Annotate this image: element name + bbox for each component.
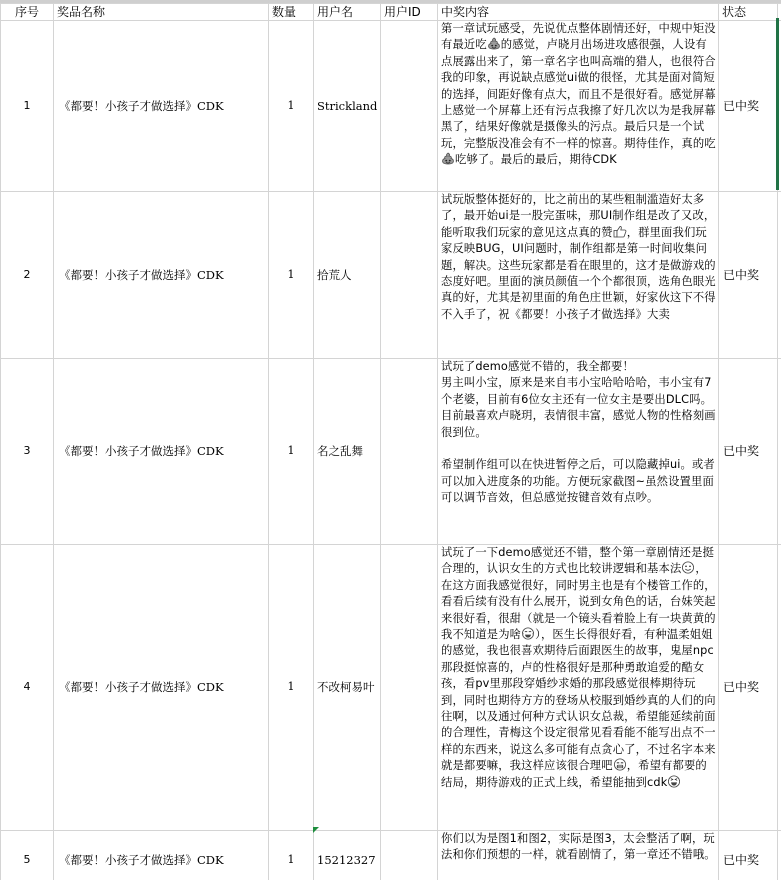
cell-empty[interactable] xyxy=(778,831,781,880)
laugh-icon xyxy=(667,775,681,788)
cell-prize[interactable]: 《都要！小孩子才做选择》CDK xyxy=(54,192,269,359)
content-text: 的感觉，卢晓月出场进攻感很强，人设有点展露出来了，第一章名字也叫高端的猎人，也很符合我的印象，再说缺点感觉ui做的很怪，尤其是面对简短的选择，间距好像有点大，而且不是很好看。感觉屏幕上感觉一个屏幕上还有污点我擦了好几次以为是我屏幕黑了，结果好像就是摄像头的污点。最后只是一个试玩，完整版没准会有不一样的惊喜。期待佳作，真的吃 xyxy=(441,38,716,150)
table-row xyxy=(1,359,781,545)
table-row xyxy=(1,21,781,192)
comment-indicator-icon xyxy=(313,827,319,833)
grin-icon xyxy=(613,758,627,771)
cell-prize[interactable]: 《都要！小孩子才做选择》CDK xyxy=(54,831,269,880)
content-line: 目前最喜欢卢晓玥，表情很丰富，感觉人物的性格刻画很到位。 xyxy=(441,409,716,439)
cell-empty[interactable] xyxy=(778,545,781,831)
cell-status[interactable]: 已中奖 xyxy=(719,21,778,192)
cell-prize[interactable]: 《都要！小孩子才做选择》CDK xyxy=(54,359,269,545)
header-status[interactable]: 状态 xyxy=(719,4,778,21)
poop-icon xyxy=(441,152,455,165)
cell-no[interactable]: 1 xyxy=(1,21,54,192)
cell-qty[interactable]: 1 xyxy=(269,831,314,880)
poop-icon xyxy=(487,37,501,50)
table-row xyxy=(1,192,781,359)
content-blank-line xyxy=(441,441,716,457)
cell-uid[interactable] xyxy=(381,192,438,359)
header-no[interactable]: 序号 xyxy=(1,4,54,21)
lottery-results-table[interactable] xyxy=(0,3,781,880)
cell-user[interactable]: 不改柯易叶 xyxy=(314,545,381,831)
cell-empty[interactable] xyxy=(778,192,781,359)
cell-uid[interactable] xyxy=(381,21,438,192)
cell-prize[interactable]: 《都要！小孩子才做选择》CDK xyxy=(54,21,269,192)
cell-no[interactable]: 4 xyxy=(1,545,54,831)
cell-user[interactable]: 15212327 xyxy=(314,831,381,880)
cell-qty[interactable]: 1 xyxy=(269,545,314,831)
table-row xyxy=(1,545,781,831)
cell-status[interactable]: 已中奖 xyxy=(719,192,778,359)
cell-prize[interactable]: 《都要！小孩子才做选择》CDK xyxy=(54,545,269,831)
cell-selection-border xyxy=(776,18,779,190)
cell-status[interactable]: 已中奖 xyxy=(719,545,778,831)
content-line: 男主叫小宝，原来是来自韦小宝哈哈哈哈，韦小宝有7个老婆，目前有6位女主还有一位女主是要出DLC吗。 xyxy=(441,376,713,406)
cell-content[interactable] xyxy=(438,831,719,880)
content-text: 试玩版整体挺好的，比之前出的某些粗制滥造好太多了，最开始ui是一股完蛋味，那UI制作组是改了又改，能听取我们玩家的意见这点真的赞 xyxy=(441,193,716,239)
content-text: ，群里面我们玩家反映BUG，UI问题时，制作组都是第一时间收集问题，解决。这些玩家都是看在眼里的，这才是做游戏的态度好吧。里面的演员颜值一个个都很顶，选角色眼光真的好，尤其是初里面的角色庄世颖，好家伙这下不得不入手了，祝《都要！小孩子才做选择》大卖 xyxy=(441,225,716,321)
cell-uid[interactable] xyxy=(381,359,438,545)
content-text: 你们以为是图1和图2，实际是图3，太会整活了啊，玩法和你们预想的一样，就看剧情了，第一章还不错哦。 xyxy=(441,832,716,862)
content-line: 希望制作组可以在快进暂停之后，可以隐藏掉ui。或者可以加入进度条的功能。方便玩家截图~虽然设置里面可以调节音效，但总感觉按键音效有点吵。 xyxy=(441,458,715,505)
cell-user[interactable]: 名之乱舞 xyxy=(314,359,381,545)
cell-uid[interactable] xyxy=(381,545,438,831)
content-text: 第一章试玩感受，先说优点整体剧情还好，中规中矩没有最近吃 xyxy=(441,22,716,52)
header-row xyxy=(1,4,781,21)
content-text: 试玩了一下demo感觉还不错，整个第一章剧情还是挺合理的，认识女生的方式也比较讲逻辑和基本法 xyxy=(441,546,715,576)
content-line: 试玩了demo感觉不错的，我全都要！ xyxy=(441,360,634,373)
cell-content[interactable] xyxy=(438,192,719,359)
cell-no[interactable]: 5 xyxy=(1,831,54,880)
content-text: 吃够了。最后的最后，期待CDK xyxy=(455,153,617,167)
cell-empty[interactable] xyxy=(778,359,781,545)
cell-no[interactable]: 3 xyxy=(1,359,54,545)
content-text: ，希望有都要的结局，期待游戏的正式上线，希望能抽到cdk xyxy=(441,759,707,789)
header-prize[interactable]: 奖品名称 xyxy=(54,4,269,21)
thumbs-up-icon xyxy=(613,225,627,238)
smile-icon xyxy=(681,561,695,574)
header-qty[interactable]: 数量 xyxy=(269,4,314,21)
cell-qty[interactable]: 1 xyxy=(269,192,314,359)
header-uid[interactable]: 用户ID xyxy=(381,4,438,21)
cell-no[interactable]: 2 xyxy=(1,192,54,359)
content-text: ），医生长得很好看，有种温柔姐姐的感觉，我也很喜欢期待后面跟医生的故事，鬼屋npc那段挺惊喜的，卢的性格很好是那种勇敢追爱的酷女孩，看pv里那段穿婚纱求婚的那段感觉很棒期待玩到，同时也期待方方的登场从校服到婚纱真的人们的向往啊，以及通过何种方式认识女总裁，希望能延续前面的合理性，青梅这个设定很常见看看能不能写出点不一样的东西来，说这么多可能有点贪心了，不过名字本来就是都要嘛，我这样应该很合理吧 xyxy=(441,628,716,773)
laugh-cry-icon xyxy=(521,627,535,640)
cell-qty[interactable]: 1 xyxy=(269,21,314,192)
cell-content[interactable] xyxy=(438,21,719,192)
cell-content[interactable] xyxy=(438,359,719,545)
cell-uid[interactable] xyxy=(381,831,438,880)
cell-qty[interactable]: 1 xyxy=(269,359,314,545)
cell-status[interactable]: 已中奖 xyxy=(719,359,778,545)
header-content[interactable]: 中奖内容 xyxy=(438,4,719,21)
header-user[interactable]: 用户名 xyxy=(314,4,381,21)
content-text: ，在这方面我感觉很好，同时男主也是有个楼管工作的，看看后续有没有什么展开，说到女角色的话，台妹笑起来很好看，很甜（就是一个镜头看着脸上有一块黄黄的我不知道是为啥 xyxy=(441,562,716,642)
cell-content[interactable] xyxy=(438,545,719,831)
cell-user[interactable]: 拾荒人 xyxy=(314,192,381,359)
cell-user[interactable]: Strickland xyxy=(314,21,381,192)
cell-status[interactable]: 已中奖 xyxy=(719,831,778,880)
table-row xyxy=(1,831,781,880)
